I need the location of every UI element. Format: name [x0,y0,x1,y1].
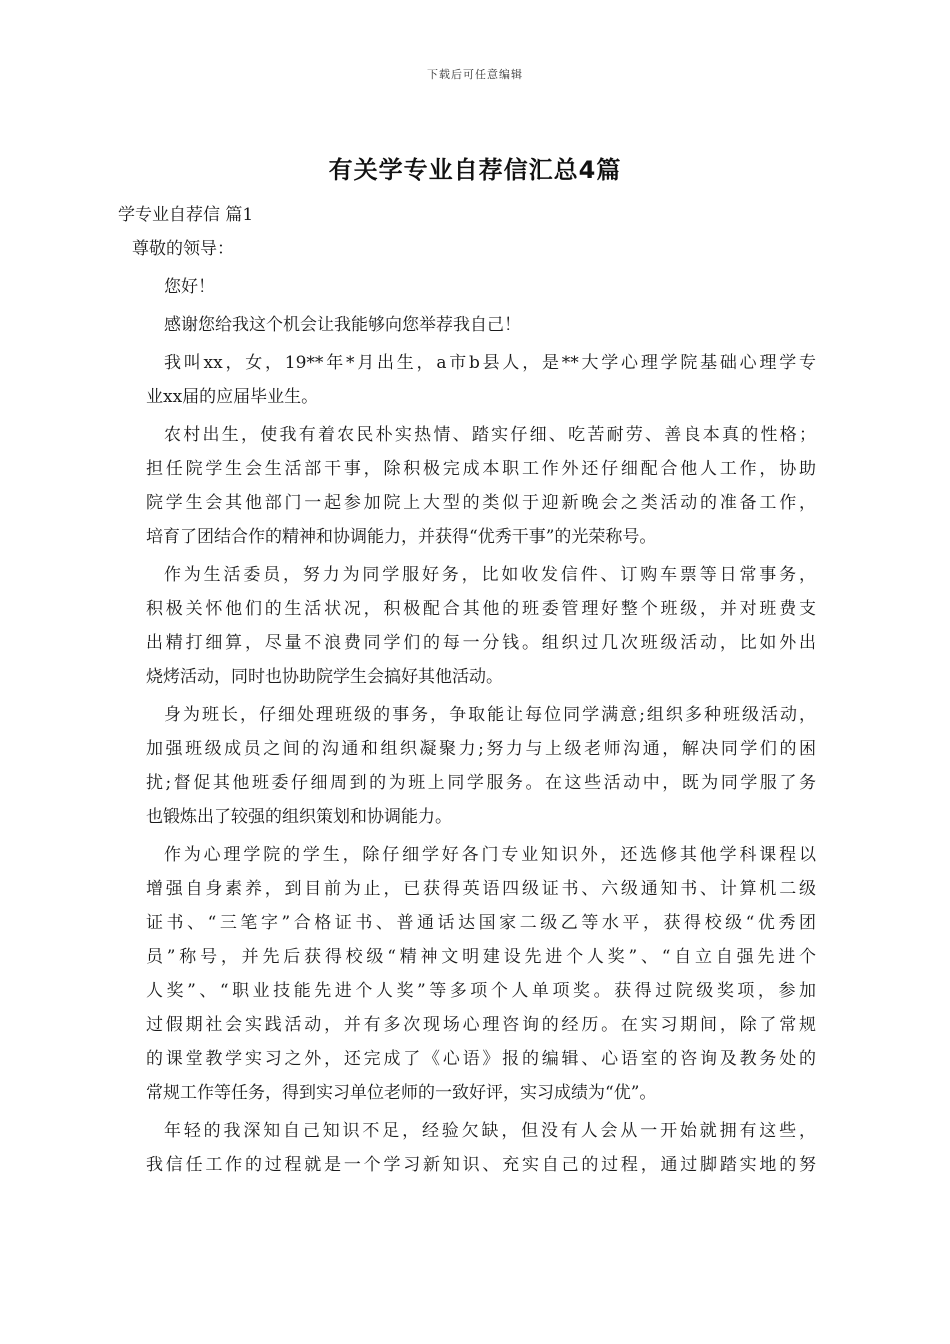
paragraph [146,698,816,834]
paragraph-line: 积极关怀他们的生活状况，积极配合其他的班委管理好整个班级，并对班费支 [146,599,816,619]
paragraph-line: 业xx届的应届毕业生。 [146,387,319,407]
paragraph-line: 也锻炼出了较强的组织策划和协调能力。 [146,807,452,827]
paragraph [146,308,816,342]
paragraph-line: 身为班长，仔细处理班级的事务，争取能让每位同学满意;组织多种班级活动， [164,705,816,725]
header-note: 下载后可任意编辑 [427,68,523,81]
paragraph-line: 烧烤活动，同时也协助院学生会搞好其他活动。 [146,667,503,687]
paragraph-line: 农村出生，使我有着农民朴实热情、踏实仔细、吃苦耐劳、善良本真的性格； [164,425,816,445]
paragraph-line: 加强班级成员之间的沟通和组织凝聚力;努力与上级老师沟通，解决同学们的困 [146,739,816,759]
paragraph-line: 培育了团结合作的精神和协调能力，并获得“优秀干事”的光荣称号。 [146,527,657,547]
paragraph-line: 年轻的我深知自己知识不足，经验欠缺，但没有人会从一开始就拥有这些， [164,1121,816,1141]
section-heading: 学专业自荐信 篇1 [118,205,254,225]
paragraph [146,1114,816,1182]
paragraph-line: 的课堂教学实习之外，还完成了《心语》报的编辑、心语室的咨询及教务处的 [146,1049,816,1069]
document-title: 有关学专业自荐信汇总4篇 [328,156,622,184]
paragraph-line: 作为生活委员，努力为同学服好务，比如收发信件、订购车票等日常事务， [164,565,816,585]
paragraph-line: 作为心理学院的学生，除仔细学好各门专业知识外，还选修其他学科课程以 [164,845,816,865]
paragraph [146,346,816,414]
paragraph [146,838,816,1110]
paragraph-line: 常规工作等任务，得到实习单位老师的一致好评，实习成绩为“优”。 [146,1083,657,1103]
paragraph-line: 扰;督促其他班委仔细周到的为班上同学服务。在这些活动中，既为同学服了务 [146,773,816,793]
paragraph [146,558,816,694]
paragraph-line: 院学生会其他部门一起参加院上大型的类似于迎新晚会之类活动的准备工作， [146,493,816,513]
paragraph-line: 增强自身素养，到目前为止，已获得英语四级证书、六级通知书、计算机二级 [146,879,816,899]
paragraph-line: 感谢您给我这个机会让我能够向您举荐我自己！ [164,315,521,335]
paragraph [146,418,816,554]
paragraph-line: 证书、“三笔字”合格证书、普通话达国家二级乙等水平，获得校级“优秀团 [146,913,816,933]
greeting: 您好！ [164,277,215,297]
paragraph-line: 过假期社会实践活动，并有多次现场心理咨询的经历。在实习期间，除了常规 [146,1015,816,1035]
paragraph-line: 出精打细算，尽量不浪费同学们的每一分钱。组织过几次班级活动，比如外出 [146,633,816,653]
document-body [118,198,816,1186]
paragraph-line: 我叫xx，女，19**年*月出生，a市b县人，是**大学心理学院基础心理学专 [164,353,816,373]
paragraph-line: 担任院学生会生活部干事，除积极完成本职工作外还仔细配合他人工作，协助 [146,459,816,479]
paragraph-line: 人奖”、“职业技能先进个人奖”等多项个人单项奖。获得过院级奖项，参加 [146,981,816,1001]
salutation: 尊敬的领导： [132,239,234,259]
paragraph-line: 我信任工作的过程就是一个学习新知识、充实自己的过程，通过脚踏实地的努 [146,1155,816,1175]
paragraph-line: 员”称号，并先后获得校级“精神文明建设先进个人奖”、“自立自强先进个 [146,947,816,967]
